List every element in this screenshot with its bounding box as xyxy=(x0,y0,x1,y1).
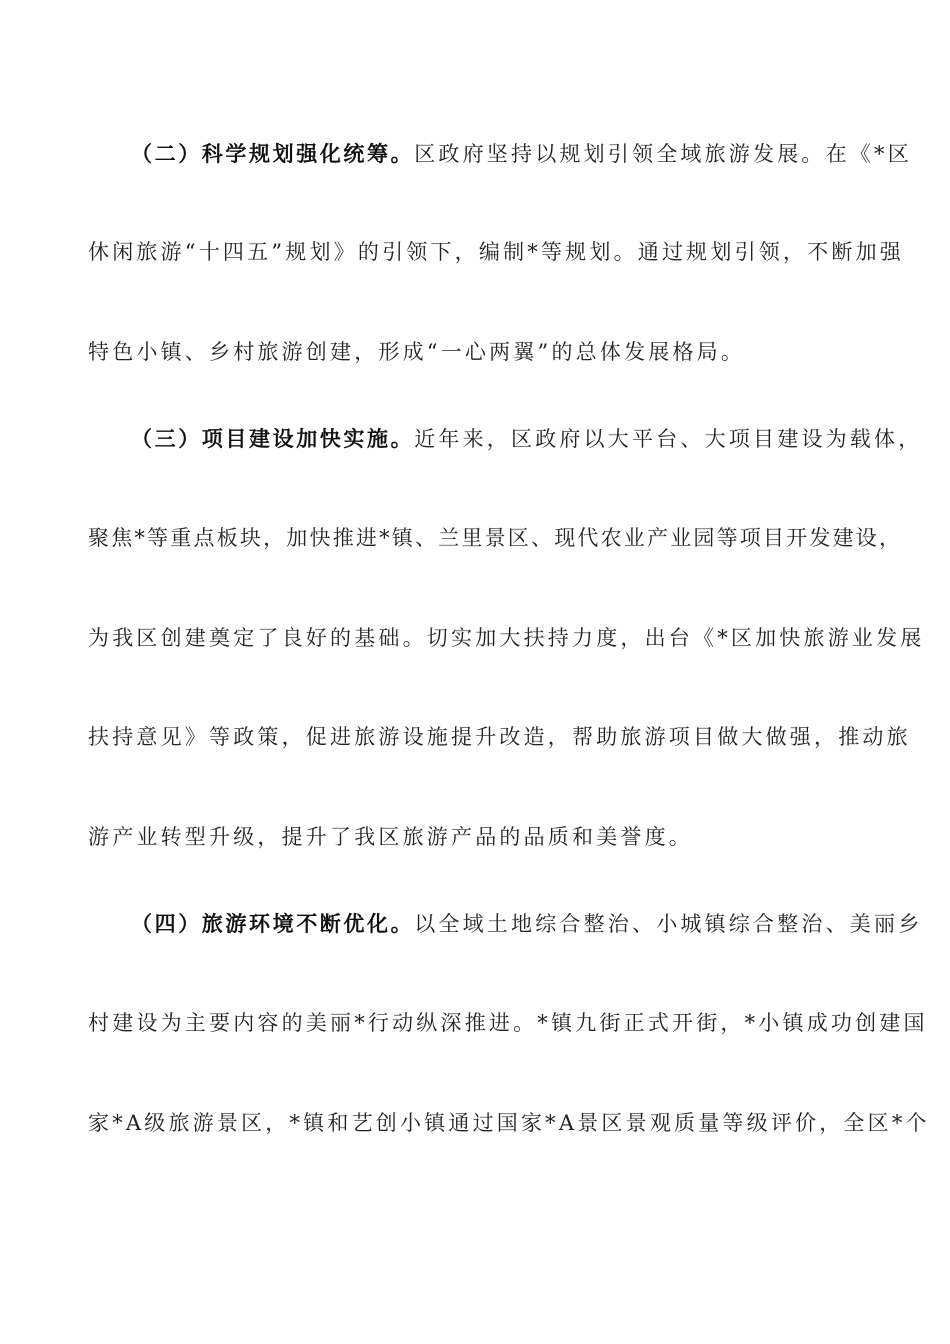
paragraph-2-heading: （二）科学规划强化统筹。 xyxy=(131,141,415,166)
paragraph-3-line-1 xyxy=(131,425,923,453)
paragraph-3-line-3: 为我区创建奠定了良好的基础。切实加大扶持力度，出台《*区加快旅游业发展 xyxy=(88,626,925,650)
paragraph-3-line-5: 游产业转型升级，提升了我区旅游产品的品质和美誉度。 xyxy=(88,825,693,849)
paragraph-4-text-1: 以全域土地综合整治、小城镇综合整治、美丽乡 xyxy=(414,912,923,936)
paragraph-3-heading: （三）项目建设加快实施。 xyxy=(131,426,415,451)
paragraph-4-line-2: 村建设为主要内容的美丽*行动纵深推进。*镇九街正式开街，*小镇成功创建国 xyxy=(88,1011,928,1035)
paragraph-2-text-1: 区政府坚持以规划引领全域旅游发展。在《*区 xyxy=(414,142,912,166)
paragraph-4-heading: （四）旅游环境不断优化。 xyxy=(131,911,415,936)
paragraph-3-line-4: 扶持意见》等政策，促进旅游设施提升改造，帮助旅游项目做大做强，推动旅 xyxy=(88,725,911,749)
paragraph-2-line-3: 特色小镇、乡村旅游创建，形成“一心两翼”的总体发展格局。 xyxy=(88,340,746,364)
paragraph-2-line-1 xyxy=(131,140,912,168)
paragraph-3-line-2: 聚焦*等重点板块，加快推进*镇、兰里景区、现代农业产业园等项目开发建设， xyxy=(88,526,903,550)
paragraph-4-line-1 xyxy=(131,910,923,938)
paragraph-2-line-2: 休闲旅游“十四五”规划》的引领下，编制*等规划。通过规划引领，不断加强 xyxy=(88,240,904,264)
paragraph-4-line-3: 家*A级旅游景区，*镇和艺创小镇通过国家*A景区景观质量等级评价，全区*个 xyxy=(88,1111,930,1135)
paragraph-3-text-1: 近年来，区政府以大平台、大项目建设为载体， xyxy=(414,427,923,451)
